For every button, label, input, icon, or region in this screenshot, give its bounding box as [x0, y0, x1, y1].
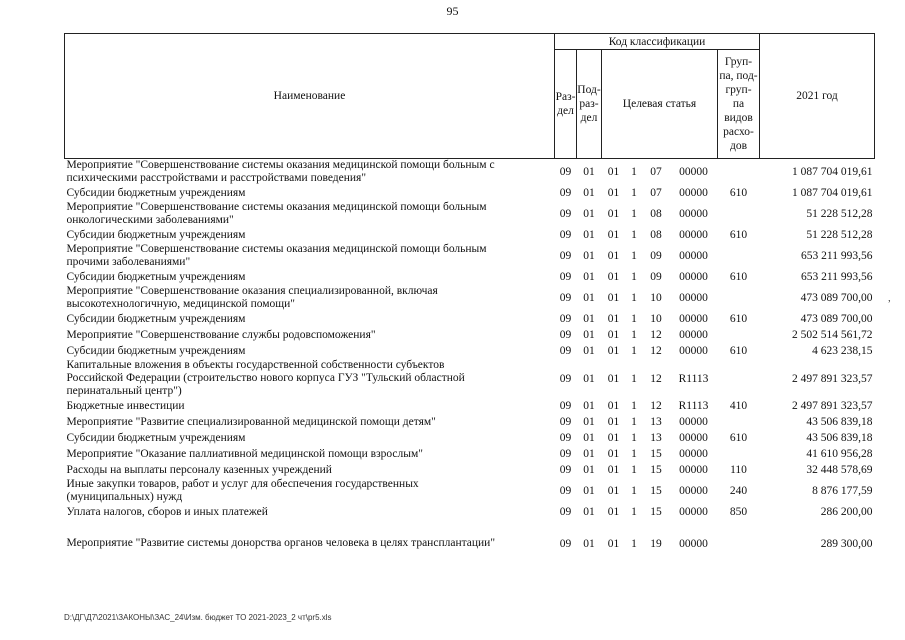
row-amount: 2 497 891 323,57: [792, 400, 873, 412]
row-code-p: 01: [607, 416, 620, 428]
row-amount: 51 228 512,28: [806, 229, 873, 241]
row-code-p: 01: [607, 229, 620, 241]
row-code-pr: 01: [583, 448, 595, 460]
row-code-n: 00000: [679, 329, 708, 341]
row-code-n: 00000: [679, 485, 708, 497]
row-code-r: 09: [559, 464, 572, 476]
row-code-r: 09: [559, 229, 572, 241]
row-code-m: 07: [650, 187, 662, 199]
row-code-vr: [718, 359, 760, 398]
row-amount: 43 506 839,18: [806, 432, 873, 444]
row-amount: 2 497 891 323,57: [792, 372, 873, 385]
row-code-p: 01: [607, 432, 620, 444]
row-code-pr: 01: [583, 313, 595, 325]
row-code-n: 00000: [679, 166, 708, 178]
row-code-pr: 01: [583, 432, 595, 444]
row-name: Субсидии бюджетным учреждениям: [66, 344, 246, 357]
row-code-p: 01: [607, 506, 620, 518]
row-name: Субсидии бюджетным учреждениям: [66, 186, 246, 199]
row-code-vr: [718, 414, 760, 430]
row-code-m: 12: [650, 400, 662, 412]
row-amount: 473 089 700,00: [800, 292, 873, 304]
row-code-p: 01: [607, 313, 620, 325]
row-amount: 473 089 700,00: [800, 313, 873, 325]
row-amount: 1 087 704 019,61: [792, 187, 873, 199]
row-code-pr: 01: [583, 292, 595, 304]
row-code-p: 01: [607, 187, 620, 199]
row-code-n: 00000: [679, 250, 708, 262]
row-code-s: 1: [631, 506, 637, 518]
row-code-n: 00000: [679, 506, 708, 518]
row-amount: 51 228 512,28: [806, 208, 873, 220]
row-code-p: 01: [607, 250, 620, 262]
header-razdel: Раз- дел: [555, 50, 577, 159]
row-code-vr: [718, 201, 760, 227]
table-row: [65, 430, 875, 446]
row-code-vr: [718, 285, 760, 311]
row-code-vr: 610: [729, 345, 748, 357]
row-code-pr: 01: [583, 345, 595, 357]
row-code-m: 12: [650, 345, 662, 357]
row-amount: 32 448 578,69: [806, 464, 873, 476]
row-code-s: 1: [631, 400, 637, 412]
row-name: Расходы на выплаты персоналу казенных учреждений: [66, 463, 332, 476]
row-code-vr: 110: [730, 464, 747, 476]
row-amount: 41 610 956,28: [806, 448, 873, 460]
row-code-pr: 01: [583, 166, 595, 178]
row-code-m: 07: [650, 166, 662, 178]
row-code-s: 1: [631, 538, 637, 550]
row-code-m: 15: [650, 485, 662, 497]
row-code-s: 1: [631, 292, 637, 304]
row-code-s: 1: [631, 208, 637, 220]
table-row: [65, 398, 875, 414]
row-amount: 286 200,00: [820, 506, 873, 518]
row-amount: 43 506 839,18: [806, 416, 873, 428]
row-code-vr: 610: [729, 187, 748, 199]
row-code-pr: 01: [583, 464, 595, 476]
row-code-r: 09: [559, 345, 572, 357]
row-amount: 4 623 238,15: [812, 345, 873, 357]
row-code-m: 08: [650, 208, 662, 220]
row-code-p: 01: [607, 208, 620, 220]
row-name: Иные закупки товаров, работ и услуг для обеспечения государственных (муниципальных) нужд: [66, 478, 419, 503]
row-code-r: 09: [559, 432, 572, 444]
row-code-n: 00000: [679, 313, 708, 325]
row-code-s: 1: [631, 416, 637, 428]
row-code-vr: [718, 243, 760, 269]
row-code-s: 1: [631, 464, 637, 476]
row-code-r: 09: [559, 485, 572, 497]
table-row: [65, 185, 875, 201]
row-code-r: 09: [559, 448, 572, 460]
row-name: Субсидии бюджетным учреждениям: [66, 431, 246, 444]
budget-table: [64, 33, 875, 550]
row-code-m: 12: [650, 372, 662, 385]
row-code-pr: 01: [583, 187, 595, 199]
row-code-n: 00000: [679, 416, 708, 428]
row-code-r: 09: [559, 506, 572, 518]
row-name: Мероприятие "Совершенствование службы родовспоможения": [66, 328, 376, 341]
row-code-pr: 01: [583, 416, 595, 428]
row-code-vr: 410: [729, 400, 748, 412]
row-code-pr: 01: [583, 506, 595, 518]
row-code-vr: [718, 327, 760, 343]
table-row: [65, 478, 875, 504]
header-classification: Код классификации: [555, 34, 760, 50]
row-code-p: 01: [607, 329, 620, 341]
row-code-r: 09: [559, 208, 572, 220]
page-number: 95: [446, 4, 459, 18]
row-amount: 653 211 993,56: [801, 271, 873, 283]
header-group: Груп- па, под- груп- па видов расхо- дов: [718, 50, 760, 159]
row-code-p: 01: [607, 448, 620, 460]
row-code-vr: 850: [729, 506, 748, 518]
row-name: Субсидии бюджетным учреждениям: [66, 270, 246, 283]
row-code-s: 1: [631, 432, 637, 444]
row-code-p: 01: [607, 400, 620, 412]
row-name: Мероприятие "Оказание паллиативной медицинской помощи взрослым": [66, 447, 423, 460]
table-row: [65, 504, 875, 520]
row-code-pr: 01: [583, 229, 595, 241]
row-code-vr: 610: [729, 432, 748, 444]
row-code-s: 1: [631, 372, 637, 385]
row-code-m: 13: [650, 416, 662, 428]
row-code-n: 00000: [679, 432, 708, 444]
row-name: Капитальные вложения в объекты государственной собственности субъектов Российской Федерации (строительство нового корпуса ГУЗ "Тульский областной перинатальный центр"): [66, 359, 465, 397]
table-row: [65, 227, 875, 243]
header-name: Наименование: [65, 34, 555, 159]
row-name: Уплата налогов, сборов и иных платежей: [66, 505, 268, 518]
row-code-s: 1: [631, 485, 637, 497]
table-row: [65, 520, 875, 550]
row-code-p: 01: [607, 372, 620, 385]
header-row-1: [65, 34, 875, 50]
row-code-m: 08: [650, 229, 662, 241]
row-code-n: 00000: [679, 345, 708, 357]
row-code-r: 09: [559, 538, 572, 550]
table-row: [65, 159, 875, 186]
row-code-s: 1: [631, 250, 637, 262]
row-code-p: 01: [607, 464, 620, 476]
row-amount: 8 876 177,59: [812, 485, 873, 497]
row-amount: 2 502 514 561,72: [792, 329, 873, 341]
row-code-n: 00000: [679, 229, 708, 241]
table-row: [65, 311, 875, 327]
row-code-pr: 01: [583, 538, 595, 550]
row-code-s: 1: [631, 229, 637, 241]
row-code-p: 01: [607, 345, 620, 357]
row-amount: 1 087 704 019,61: [792, 166, 873, 178]
row-code-r: 09: [559, 372, 572, 385]
row-code-m: 15: [650, 448, 662, 460]
row-code-s: 1: [631, 187, 637, 199]
row-code-n: 00000: [679, 208, 708, 220]
row-code-s: 1: [631, 271, 637, 283]
row-code-vr: [718, 520, 760, 550]
row-code-r: 09: [559, 416, 572, 428]
row-name: Мероприятие "Совершенствование системы оказания медицинской помощи больным с психическими расстройствами и расстройствами поведения": [66, 159, 495, 184]
row-code-p: 01: [607, 485, 620, 497]
row-name: Мероприятие "Развитие специализированной медицинской помощи детям": [66, 415, 436, 428]
row-code-s: 1: [631, 329, 637, 341]
table-row: [65, 327, 875, 343]
row-name: Мероприятие "Совершенствование системы оказания медицинской помощи больным онкологическими заболеваниями": [66, 201, 487, 226]
row-code-m: 09: [650, 250, 662, 262]
table-row: [65, 414, 875, 430]
table-body: [65, 159, 875, 551]
row-amount: 653 211 993,56: [801, 250, 873, 262]
row-code-r: 09: [559, 313, 572, 325]
row-code-r: 09: [559, 400, 572, 412]
row-code-r: 09: [559, 166, 572, 178]
row-code-pr: 01: [583, 485, 595, 497]
row-code-m: 10: [650, 292, 662, 304]
row-code-p: 01: [607, 292, 620, 304]
row-code-n: 00000: [679, 538, 708, 550]
row-code-n: 00000: [679, 448, 708, 460]
row-code-r: 09: [559, 329, 572, 341]
row-code-m: 12: [650, 329, 662, 341]
table-row: [65, 269, 875, 285]
row-code-vr: 610: [729, 229, 748, 241]
row-code-vr: 610: [729, 313, 748, 325]
row-code-m: 19: [650, 538, 662, 550]
row-code-p: 01: [607, 271, 620, 283]
row-code-s: 1: [631, 166, 637, 178]
row-code-vr: [718, 159, 760, 186]
row-code-r: 09: [559, 187, 572, 199]
row-code-n: R1113: [678, 372, 709, 385]
row-code-pr: 01: [583, 329, 595, 341]
row-code-n: R1113: [678, 400, 709, 412]
margin-mark: ,: [888, 292, 891, 304]
row-code-vr: 240: [729, 485, 748, 497]
header-target: Целевая статья: [602, 50, 718, 159]
row-code-pr: 01: [583, 372, 595, 385]
row-code-r: 09: [559, 271, 572, 283]
row-code-r: 09: [559, 292, 572, 304]
table-row: [65, 201, 875, 227]
row-name: Мероприятие "Совершенствование системы оказания медицинской помощи больным прочими заболеваниями": [66, 243, 487, 268]
row-code-pr: 01: [583, 250, 595, 262]
row-name: Бюджетные инвестиции: [66, 399, 185, 412]
row-name: Субсидии бюджетным учреждениям: [66, 228, 246, 241]
row-code-pr: 01: [583, 271, 595, 283]
row-code-p: 01: [607, 538, 620, 550]
row-code-m: 15: [650, 506, 662, 518]
row-code-m: 15: [650, 464, 662, 476]
table-row: [65, 285, 875, 311]
table-row: [65, 462, 875, 478]
row-code-n: 00000: [679, 271, 708, 283]
header-year: 2021 год: [760, 34, 875, 159]
table-row: [65, 243, 875, 269]
row-code-s: 1: [631, 345, 637, 357]
table-row: [65, 343, 875, 359]
row-code-p: 01: [607, 166, 620, 178]
table-row: [65, 446, 875, 462]
row-code-pr: 01: [583, 208, 595, 220]
table-row: [65, 359, 875, 398]
row-code-s: 1: [631, 313, 637, 325]
row-code-r: 09: [559, 250, 572, 262]
row-code-n: 00000: [679, 464, 708, 476]
row-code-vr: 610: [729, 271, 748, 283]
file-path-footer: D:\ДГ\Д7\2021\ЗАКОНЫ\ЗАС_24\Изм. бюджет ТО 2021-2023_2 чт\pr5.xls: [64, 613, 332, 622]
row-name: Мероприятие "Развитие системы донорства органов человека в целях трансплантации": [66, 537, 496, 549]
row-code-vr: [718, 446, 760, 462]
row-code-s: 1: [631, 448, 637, 460]
row-code-m: 10: [650, 313, 662, 325]
row-name: Мероприятие "Совершенствование оказания специализированной, включая высокотехнологичную, медицинской помощи": [66, 285, 438, 310]
row-code-pr: 01: [583, 400, 595, 412]
row-code-m: 13: [650, 432, 662, 444]
row-code-n: 00000: [679, 187, 708, 199]
row-code-n: 00000: [679, 292, 708, 304]
header-podrazdel: Под- раз- дел: [577, 50, 602, 159]
row-amount: 289 300,00: [820, 538, 873, 550]
row-code-m: 09: [650, 271, 662, 283]
row-name: Субсидии бюджетным учреждениям: [66, 312, 246, 325]
